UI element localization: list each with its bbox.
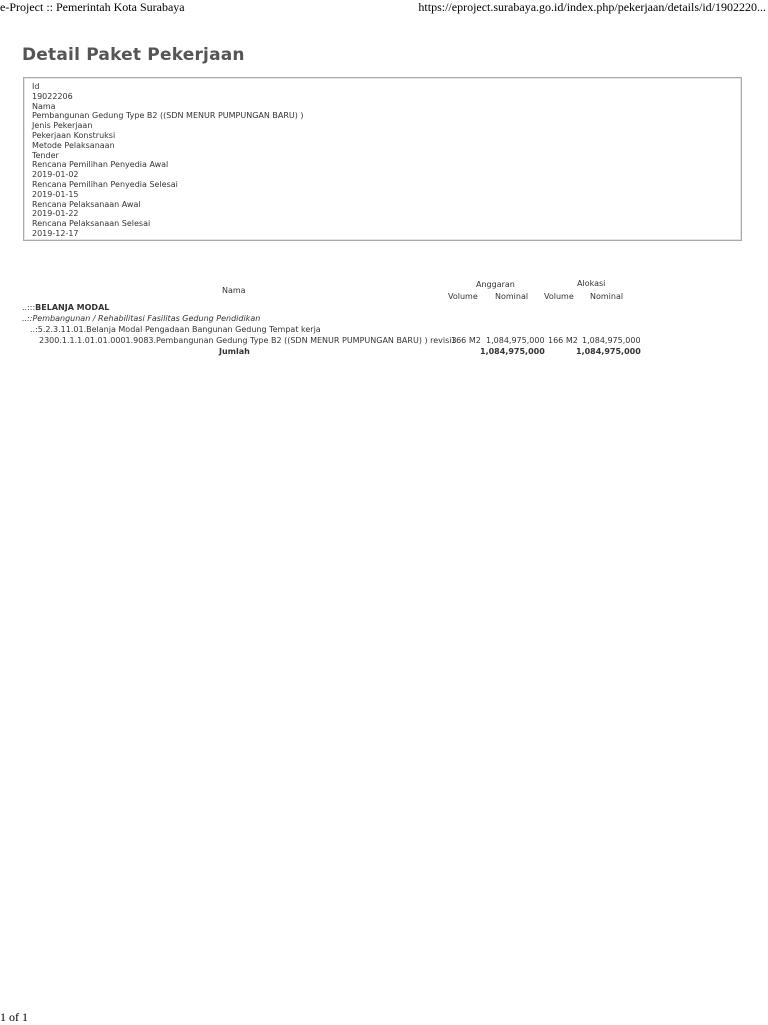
detail-label-pemilihan-awal: Rencana Pemilihan Penyedia Awal: [32, 160, 169, 170]
header-alokasi-volume: Volume: [544, 292, 574, 301]
budget-row-level2: ..::Pembangunan / Rehabilitasi Fasilitas Gedung Pendidikan: [22, 314, 261, 323]
header-anggaran: Anggaran: [476, 280, 515, 289]
detail-value-id: 19022206: [32, 91, 73, 101]
detail-label-pelaksanaan-selesai: Rencana Pelaksanaan Selesai: [32, 219, 151, 229]
header-anggaran-nominal: Nominal: [495, 292, 529, 301]
detail-value-jenis-pekerjaan: Pekerjaan Konstruksi: [32, 130, 116, 140]
budget-item-alokasi-nominal: 1,084,975,000: [582, 336, 641, 345]
page-title: Detail Paket Pekerjaan: [22, 45, 245, 65]
budget-item-alokasi-volume: 166 M2: [548, 336, 578, 345]
detail-label-metode-pelaksanaan: Metode Pelaksanaan: [32, 140, 115, 150]
budget-item-anggaran-nominal: 1,084,975,000: [486, 336, 545, 345]
detail-box: [23, 77, 742, 241]
level1-prefix: ..:::: [22, 303, 36, 312]
detail-value-metode-pelaksanaan: Tender: [32, 150, 59, 160]
level1-text: BELANJA MODAL: [35, 303, 110, 312]
total-label: Jumlah: [219, 347, 250, 356]
budget-row-level1: [22, 303, 109, 312]
total-alokasi-nominal: 1,084,975,000: [576, 347, 641, 356]
detail-label-pelaksanaan-awal: Rencana Pelaksanaan Awal: [32, 199, 141, 209]
print-header-url: https://eproject.surabaya.go.id/index.php/pekerjaan/details/id/1902220...: [418, 0, 766, 14]
detail-value-nama: Pembangunan Gedung Type B2 ((SDN MENUR PUMPUNGAN BARU) ): [32, 111, 304, 121]
header-anggaran-volume: Volume: [448, 292, 478, 301]
header-alokasi: Alokasi: [577, 279, 606, 288]
detail-label-pemilihan-selesai: Rencana Pemilihan Penyedia Selesai: [32, 179, 178, 189]
header-alokasi-nominal: Nominal: [590, 292, 624, 301]
page-count: 1 of 1: [0, 1010, 28, 1024]
detail-value-pemilihan-awal: 2019-01-02: [32, 170, 79, 180]
budget-item-anggaran-volume: 166 M2: [451, 336, 481, 345]
detail-label-jenis-pekerjaan: Jenis Pekerjaan: [32, 121, 93, 131]
total-anggaran-nominal: 1,084,975,000: [480, 347, 545, 356]
detail-value-pelaksanaan-selesai: 2019-12-17: [32, 228, 79, 238]
detail-label-nama: Nama: [32, 101, 56, 111]
budget-item-name: 2300.1.1.1.01.01.0001.9083.Pembangunan Gedung Type B2 ((SDN MENUR PUMPUNGAN BARU) ) revisi3: [39, 336, 457, 345]
budget-row-level3: ..:5.2.3.11.01.Belanja Modal Pengadaan Bangunan Gedung Tempat kerja: [30, 325, 321, 334]
detail-value-pelaksanaan-awal: 2019-01-22: [32, 209, 79, 219]
print-header: [0, 0, 768, 16]
detail-value-pemilihan-selesai: 2019-01-15: [32, 189, 79, 199]
detail-label-id: Id: [32, 82, 40, 91]
header-nama: Nama: [222, 286, 246, 295]
print-header-title: e-Project :: Pemerintah Kota Surabaya: [0, 0, 185, 14]
